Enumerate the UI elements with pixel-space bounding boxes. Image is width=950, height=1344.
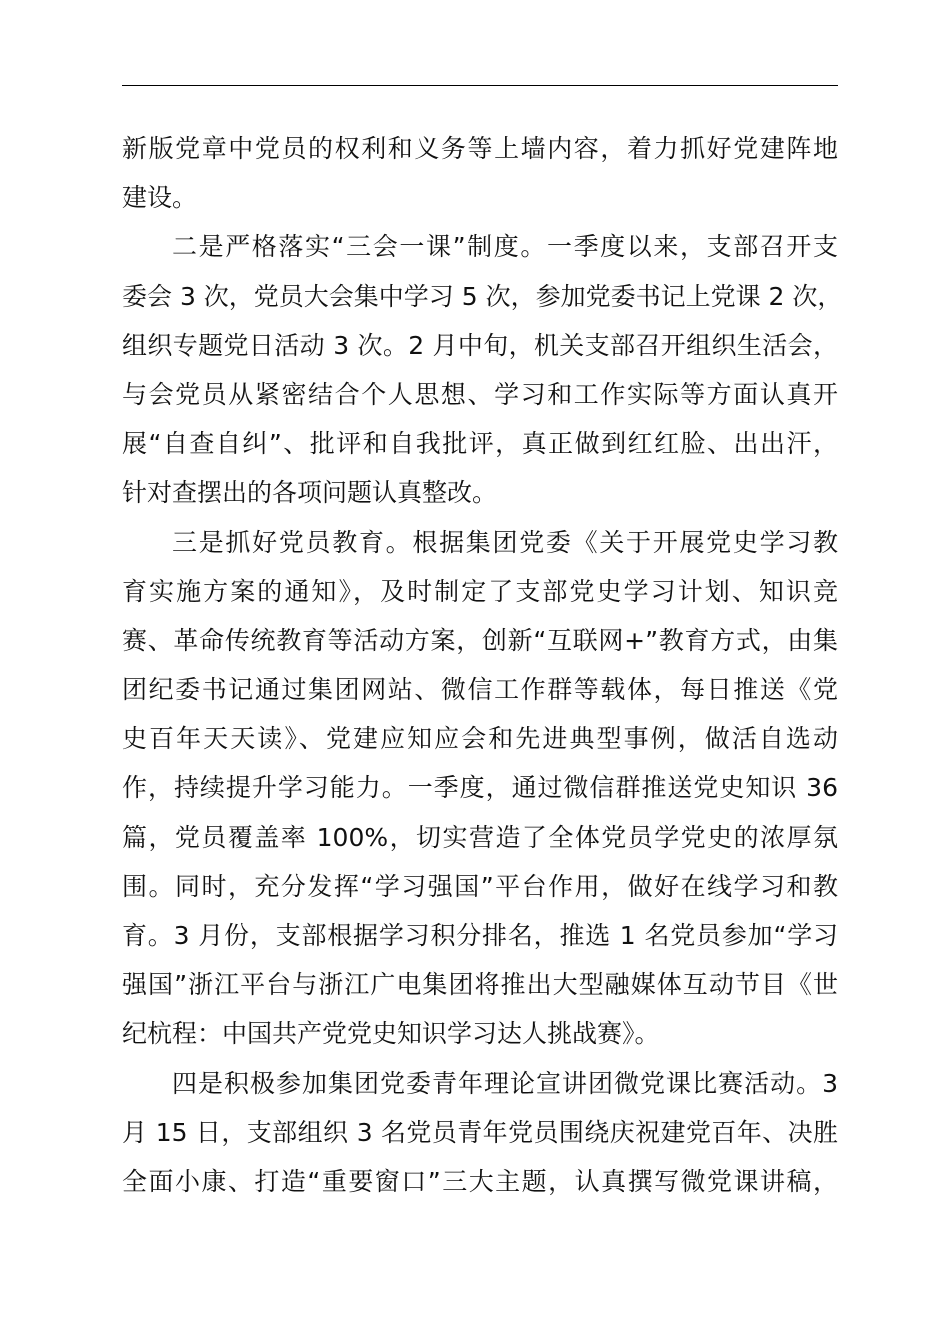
text-line: 育实施方案的通知》，及时制定了支部党史学习计划、知识竞 <box>122 576 838 606</box>
text-line: 全面小康、打造“重要窗口”三大主题，认真撰写微党课讲稿， <box>122 1166 838 1196</box>
text-line: 育。3 月份，支部根据学习积分排名，推选 1 名党员参加“学习 <box>122 921 838 950</box>
text-line: 作，持续提升学习能力。一季度，通过微信群推送党史知识 36 <box>122 773 838 803</box>
text-line: 月 15 日，支部组织 3 名党员青年党员围绕庆祝建党百年、决胜 <box>122 1117 838 1147</box>
text-line: 委会 3 次，党员大会集中学习 5 次，参加党委书记上党课 2 次， <box>122 281 843 311</box>
text-line: 团纪委书记通过集团网站、微信工作群等载体，每日推送《党 <box>122 675 838 705</box>
text-line: 针对查摆出的各项问题认真整改。 <box>122 478 498 508</box>
text-line: 纪杭程：中国共产党党史知识学习达人挑战赛》。 <box>122 1019 660 1049</box>
text-line: 围。同时，充分发挥“学习强国”平台作用，做好在线学习和教 <box>122 871 838 901</box>
header-rule <box>122 85 838 86</box>
paragraph-start-line: 二是严格落实“三会一课”制度。一季度以来，支部召开支 <box>172 232 838 262</box>
text-line: 组织专题党日活动 3 次。2 月中旬，机关支部召开组织生活会， <box>122 330 838 360</box>
text-line: 与会党员从紧密结合个人思想、学习和工作实际等方面认真开 <box>122 379 838 409</box>
text-line: 新版党章中党员的权利和义务等上墙内容，着力抓好党建阵地 <box>122 134 838 163</box>
text-line: 展“自查自纠”、批评和自我批评，真正做到红红脸、出出汗， <box>122 429 838 459</box>
text-line: 建设。 <box>122 183 198 213</box>
paragraph-start-line: 四是积极参加集团党委青年理论宣讲团微党课比赛活动。3 <box>172 1068 838 1098</box>
text-line: 强国”浙江平台与浙江广电集团将推出大型融媒体互动节目《世 <box>122 970 838 1000</box>
text-line: 篇，党员覆盖率 100%，切实营造了全体党员学党史的浓厚氛 <box>122 822 838 852</box>
paragraph-start-line: 三是抓好党员教育。根据集团党委《关于开展党史学习教 <box>172 527 838 557</box>
text-line: 赛、革命传统教育等活动方案，创新“互联网+”教育方式，由集 <box>122 625 838 655</box>
text-line: 史百年天天读》、党建应知应会和先进典型事例，做活自选动 <box>122 724 838 754</box>
document-body <box>122 124 843 1206</box>
